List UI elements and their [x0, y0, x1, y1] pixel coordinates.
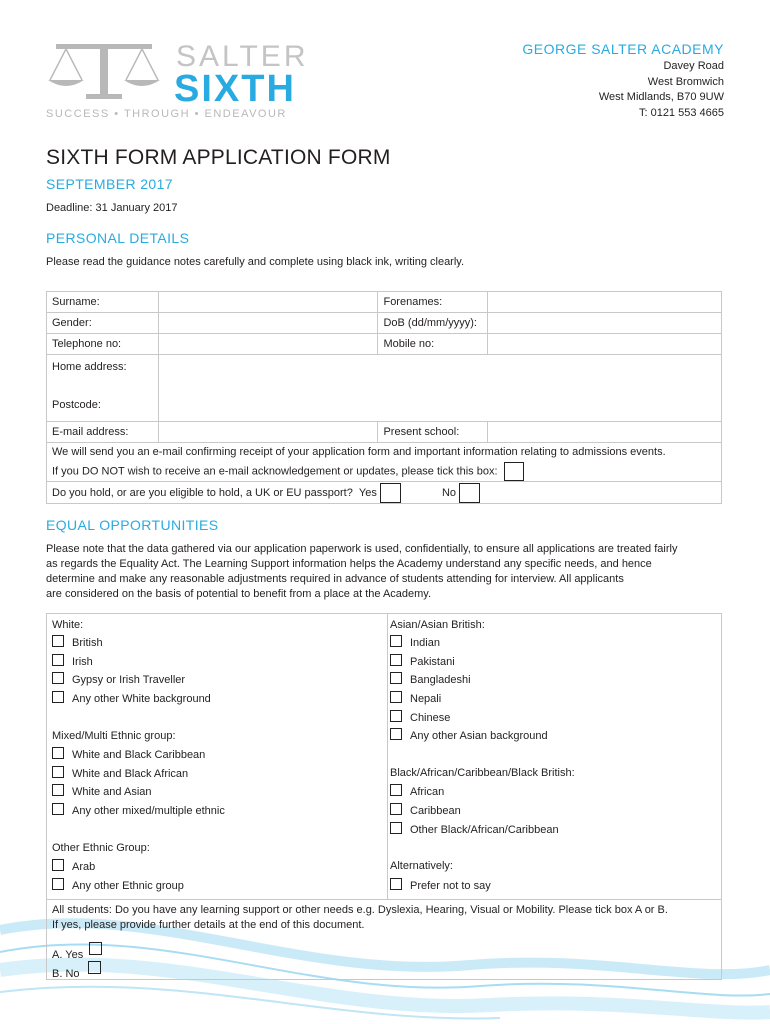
salter-sixth-logo	[44, 38, 309, 128]
checkbox[interactable]	[52, 672, 64, 684]
ethnicity-option[interactable]: British	[52, 635, 103, 650]
surname-field[interactable]	[158, 292, 378, 313]
equal-opportunities-paragraph	[46, 542, 726, 602]
ethnicity-option[interactable]: Caribbean	[390, 803, 461, 818]
ethnicity-option[interactable]: Bangladeshi	[390, 672, 471, 687]
address-phone: T: 0121 553 4665	[638, 106, 724, 119]
deadline-text: Deadline: 31 January 2017	[46, 202, 178, 214]
passport-yes-checkbox[interactable]	[380, 483, 401, 503]
black-group-label: Black/African/Caribbean/Black British:	[390, 767, 575, 779]
ethnicity-option[interactable]: Any other Ethnic group	[52, 878, 184, 893]
intake-heading: SEPTEMBER 2017	[46, 176, 173, 192]
present-school-label: Present school:	[378, 422, 488, 443]
telephone-label: Telephone no:	[47, 334, 159, 355]
home-address-field[interactable]	[158, 355, 721, 422]
eo-para-line: as regards the Equality Act. The Learning Support information helps the Academy understand any specific needs, and hence	[46, 558, 652, 570]
personal-details-intro: Please read the guidance notes carefully and complete using black ink, writing clearly.	[46, 256, 465, 268]
other-group-label: Other Ethnic Group:	[52, 842, 150, 854]
passport-question: Do you hold, or are you eligible to hold, a UK or EU passport?	[52, 486, 353, 499]
dob-field[interactable]	[488, 313, 722, 334]
dob-label: DoB (dd/mm/yyyy):	[378, 313, 488, 334]
home-address-label: Home address:	[52, 361, 127, 373]
checkbox[interactable]	[390, 803, 402, 815]
support-question: All students: Do you have any learning support or other needs e.g. Dyslexia, Hearing, Visual or Mobility. Please tick box A or B.	[52, 904, 668, 916]
home-address-label-cell	[47, 355, 159, 422]
forenames-label: Forenames:	[378, 292, 488, 313]
eo-para-line: Please note that the data gathered via our application paperwork is used, confidentially, to ensure all applications are treated fairly	[46, 543, 678, 555]
scales-of-justice-icon	[44, 42, 164, 104]
logo-sixth-text: SIXTH	[174, 68, 296, 110]
email-label: E-mail address:	[47, 422, 159, 443]
white-group-label: White:	[52, 619, 84, 631]
ethnicity-option[interactable]: African	[390, 784, 444, 799]
school-name: GEORGE SALTER ACADEMY	[522, 41, 724, 57]
personal-details-table	[46, 291, 722, 504]
ethnicity-option[interactable]: Indian	[390, 635, 440, 650]
ethnicity-option[interactable]: Any other mixed/multiple ethnic	[52, 803, 225, 818]
email-optout-checkbox[interactable]	[504, 462, 524, 481]
postcode-label: Postcode:	[52, 399, 101, 411]
passport-yes-label: Yes	[358, 486, 377, 499]
page-title: SIXTH FORM APPLICATION FORM	[46, 146, 391, 169]
mobile-field[interactable]	[488, 334, 722, 355]
telephone-field[interactable]	[158, 334, 378, 355]
personal-details-heading: PERSONAL DETAILS	[46, 230, 190, 246]
support-option-b[interactable]: B. No	[52, 961, 101, 981]
mixed-group-label: Mixed/Multi Ethnic group:	[52, 730, 176, 742]
ethnicity-option[interactable]: Any other White background	[52, 691, 211, 706]
eo-para-line: are considered on the basis of potential to benefit from a place at the Academy.	[46, 588, 432, 600]
checkbox[interactable]	[390, 710, 402, 722]
checkbox[interactable]	[52, 784, 64, 796]
ethnicity-option[interactable]: Gypsy or Irish Traveller	[52, 672, 185, 687]
asian-group-label: Asian/Asian British:	[390, 619, 485, 631]
passport-no-checkbox[interactable]	[459, 483, 480, 503]
checkbox[interactable]	[52, 654, 64, 666]
ethnicity-option[interactable]: Chinese	[390, 710, 450, 725]
logo-motto: SUCCESS • THROUGH • ENDEAVOUR	[46, 108, 287, 120]
ethnicity-option[interactable]: Any other Asian background	[390, 728, 548, 743]
email-notice-cell	[47, 443, 722, 482]
mobile-label: Mobile no:	[378, 334, 488, 355]
checkbox[interactable]	[390, 728, 402, 740]
gender-field[interactable]	[158, 313, 378, 334]
school-address	[522, 40, 724, 121]
email-notice-text: We will send you an e-mail confirming receipt of your application form and important information relating to admissions events.	[52, 446, 666, 458]
checkbox[interactable]	[390, 654, 402, 666]
logo-salter-text: SALTER	[176, 40, 309, 73]
section-divider	[47, 899, 721, 900]
address-street: Davey Road	[663, 60, 724, 72]
checkbox[interactable]	[52, 747, 64, 759]
checkbox[interactable]	[390, 822, 402, 834]
checkbox[interactable]	[390, 691, 402, 703]
checkbox[interactable]	[390, 672, 402, 684]
email-optout-text: If you DO NOT wish to receive an e-mail acknowledgement or updates, please tick this box:	[52, 465, 498, 478]
equal-opportunities-heading: EQUAL OPPORTUNITIES	[46, 517, 219, 533]
checkbox[interactable]	[52, 859, 64, 871]
forenames-field[interactable]	[488, 292, 722, 313]
ethnicity-option[interactable]: Nepali	[390, 691, 441, 706]
ethnicity-option[interactable]: Prefer not to say	[390, 878, 491, 893]
ethnicity-option[interactable]: Arab	[52, 859, 95, 874]
ethnicity-option[interactable]: White and Black Caribbean	[52, 747, 205, 762]
email-field[interactable]	[158, 422, 378, 443]
gender-label: Gender:	[47, 313, 159, 334]
surname-label: Surname:	[47, 292, 159, 313]
passport-row	[47, 482, 722, 504]
checkbox[interactable]	[390, 784, 402, 796]
support-option-a[interactable]: A. Yes	[52, 942, 102, 962]
checkbox[interactable]	[52, 691, 64, 703]
ethnicity-option[interactable]: Pakistani	[390, 654, 455, 669]
present-school-field[interactable]	[488, 422, 722, 443]
ethnicity-option[interactable]: Irish	[52, 654, 93, 669]
support-no-checkbox[interactable]	[88, 961, 101, 974]
email-optout-row	[52, 462, 716, 481]
support-note: If yes, please provide further details at the end of this document.	[52, 919, 365, 931]
alternatively-label: Alternatively:	[390, 860, 453, 872]
checkbox[interactable]	[52, 878, 64, 890]
passport-no-label: No	[441, 486, 457, 499]
address-region: West Midlands, B70 9UW	[598, 91, 724, 103]
ethnicity-option[interactable]: White and Asian	[52, 784, 152, 799]
ethnicity-box	[46, 613, 722, 980]
checkbox[interactable]	[52, 635, 64, 647]
ethnicity-option[interactable]: White and Black African	[52, 766, 188, 781]
checkbox[interactable]	[52, 803, 64, 815]
checkbox[interactable]	[390, 635, 402, 647]
support-yes-checkbox[interactable]	[89, 942, 102, 955]
address-town: West Bromwich	[647, 75, 724, 88]
eo-para-line: determine and make any reasonable adjustments required in advance of students attending for interview. All applicants	[46, 573, 624, 585]
ethnicity-option[interactable]: Other Black/African/Caribbean	[390, 822, 559, 837]
checkbox[interactable]	[390, 878, 402, 890]
column-divider	[387, 614, 388, 899]
checkbox[interactable]	[52, 766, 64, 778]
